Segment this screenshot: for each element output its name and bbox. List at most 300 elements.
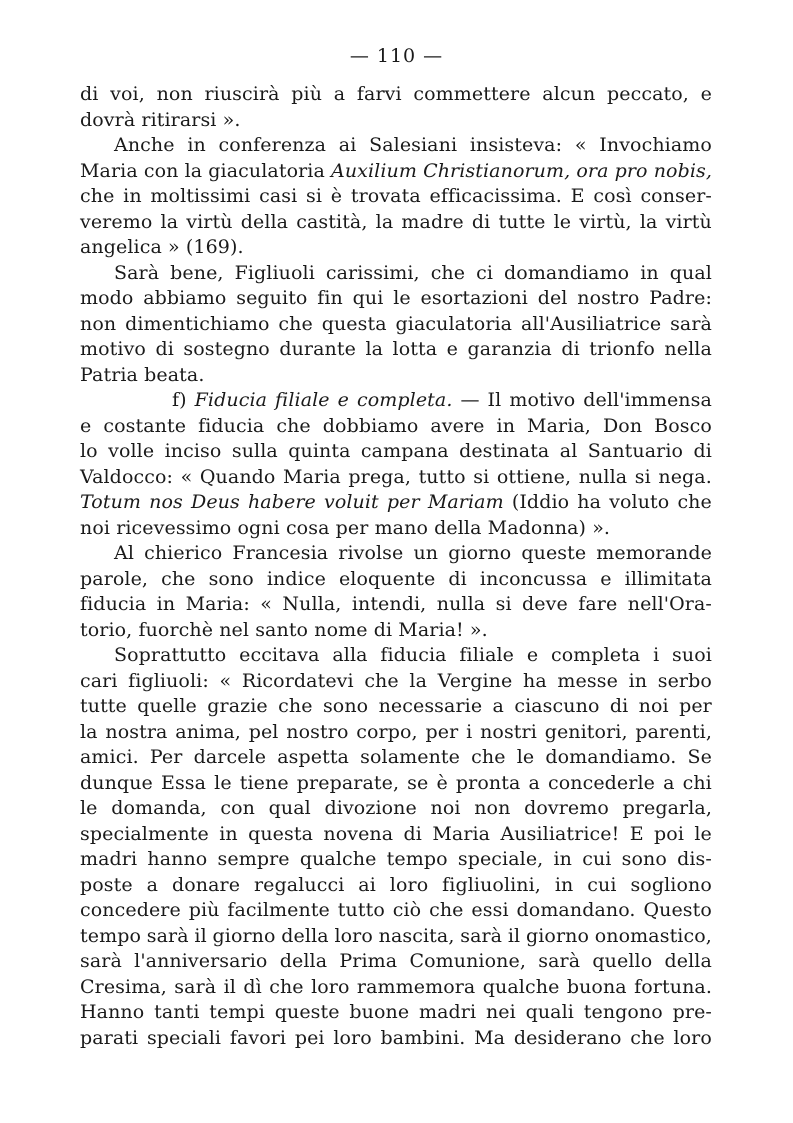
word: dunque [80,771,153,794]
word: nulla [436,593,486,615]
text-line [80,490,712,516]
word: la [409,669,427,692]
word: Essa [160,771,207,794]
word: tiene [239,771,289,794]
word: della [279,950,328,972]
word: sarà [80,950,122,972]
word: voi, [110,83,145,105]
word: il [194,924,207,947]
word: nascita, [378,924,455,947]
word: filiale [275,389,330,411]
word: i [653,644,660,666]
word: domandiamo [504,261,630,284]
word: ciascuno [514,695,600,717]
word: di [80,83,99,105]
word: efficacissima. [429,185,562,207]
word: Soprattutto [114,644,227,666]
word: sogliono [630,873,712,896]
word: giorno [525,924,590,947]
word: sarà [174,975,217,998]
word: donare [171,873,241,896]
word: cari [80,669,118,692]
word: queste [274,1001,340,1023]
word: Al [114,542,134,564]
word: bene, [170,261,224,284]
word: esortazioni [420,287,528,309]
word: Comunione, [409,950,526,972]
word: qualche [482,975,560,998]
word: giorno [212,924,276,947]
word: pel [248,720,279,743]
word: genitori, [544,720,628,743]
word: Prima [339,950,398,972]
word: qual [268,797,311,819]
word: virtù [665,210,712,233]
word: ottiene, [496,465,572,488]
word: Ausiliatrice! [500,822,620,845]
word: le [393,287,411,309]
word: di [561,338,580,360]
word: è [330,185,343,207]
word: buona [566,975,627,998]
word: dimentichiamo [125,312,270,335]
word: Deus [190,491,240,513]
line-text: torio, fuorchè nel santo nome di Maria! ». [80,618,488,641]
word: ciò [392,899,422,921]
word: seguito [236,287,308,309]
word: per [679,695,712,717]
word: aspetta [277,746,349,768]
word: Sarà [114,261,160,284]
word: loro [389,873,429,896]
word: di [403,822,422,845]
text-line [80,235,712,261]
word: tempo [80,924,141,947]
word: onomastico, [594,924,712,947]
word: sono [322,695,369,717]
word: Auxilium [331,159,417,182]
word: le [516,746,535,768]
word: di [155,338,174,360]
word: in [496,414,516,437]
text-line [80,618,712,644]
word: noi [638,695,669,717]
line-text: Patria beata. [80,363,205,386]
word: la [160,210,179,233]
word: Mariam [427,491,504,513]
word: sarà [538,950,581,972]
word: Maria [283,465,341,488]
word: Quando [199,465,276,488]
text-line [80,669,712,695]
word: che [161,567,196,590]
word: Santuario [587,440,684,462]
word: di [609,695,629,717]
word: la [184,159,203,182]
word: dis- [677,848,712,870]
word: Totum [80,491,142,513]
word: lo [80,440,98,462]
word: le [553,210,572,233]
word: tengono [583,1001,663,1023]
word: che [269,975,304,998]
word: sostegno [183,338,270,360]
word: trovata [350,185,421,207]
word: buone [349,1001,410,1023]
word: ai [338,134,357,156]
word: sempre [217,848,290,870]
word: Valdocco: [80,465,174,488]
text-line [80,516,712,542]
word: non [474,797,511,819]
text-line [80,745,712,771]
word: Padre: [649,287,712,309]
word: inciso [164,440,222,462]
word: nostri [480,720,537,743]
word: se [407,771,429,794]
word: Maria: [185,593,250,615]
word: dì [243,975,262,998]
word: pregarla, [622,797,712,819]
word: voluto [609,491,670,513]
word: Hanno [80,1001,145,1023]
word: in [123,185,142,207]
text-line [80,898,712,924]
text-line [80,873,712,899]
text-line [80,694,712,720]
word: nell'Ora- [627,593,712,615]
word: nos [149,491,183,513]
word: la [375,210,394,233]
text-line [80,822,712,848]
text-line [80,541,712,567]
word: giorno [448,542,512,564]
word: la [80,720,98,743]
word: dell'immensa [583,389,712,411]
word: riuscirà [204,83,280,105]
word: motivo [80,338,146,360]
word: loro [333,1026,372,1049]
word: cui [582,848,612,870]
word: alcun [542,83,596,105]
text-line [80,82,712,108]
word: all'Ausiliatrice [520,312,662,335]
word: e [80,414,92,437]
word: volle [108,440,155,462]
word: fiducia [80,593,147,615]
word: parati [80,1026,139,1049]
word: grazie [207,695,268,717]
word: un [413,542,439,564]
word: che [430,261,466,284]
word: completa. [356,389,453,411]
word: motivo [509,389,576,411]
word: speciale, [457,848,544,870]
word: che [677,491,712,513]
word: f) [172,389,187,411]
word: fiducia [380,644,447,666]
word: « [260,593,273,615]
word: illimitata [624,567,712,590]
word: Figliuoli [234,261,315,284]
word: nostro [577,287,640,309]
word: fiducia [198,414,265,437]
word: loro [673,1026,712,1049]
word: in [628,669,648,692]
word: che [471,746,506,768]
word: hanno [147,848,208,870]
word: di [448,567,467,590]
word: Il [487,389,502,411]
word: tempi [209,1001,265,1023]
word: il [507,924,521,947]
word: che [630,1026,665,1049]
text-line [80,108,712,134]
word: destinata [459,440,550,462]
word: lotta [392,338,438,360]
word: nostra [105,720,168,743]
word: qui [352,287,384,309]
word: preparate, [296,771,400,794]
text-line [80,949,712,975]
word: cui [587,873,617,896]
text-line [80,643,712,669]
word: nega. [658,465,712,488]
word: Vergine [437,669,513,692]
word: E [570,185,585,207]
word: tutto [418,465,466,488]
word: sono [621,848,667,870]
word: loro [334,924,373,947]
text-line [80,184,712,210]
word: virtù, [579,210,632,233]
word: tutto [337,899,385,921]
word: che [429,899,464,921]
word: abbiamo [143,287,227,309]
line-text: angelica » (169). [80,236,244,258]
word: prega, [348,465,411,488]
text-line [80,337,712,363]
word: che [276,414,311,437]
word: Questo [643,899,712,921]
word: facilmente [227,899,330,921]
word: suoi [672,644,712,666]
word: che [278,312,313,335]
word: Christianorum, [423,159,571,182]
word: garanzia [467,338,552,360]
word: chierico [144,542,223,564]
word: corpo, [356,720,418,743]
word: castità, [296,210,368,233]
word: a [146,873,159,896]
text-line [80,720,712,746]
word: chi [682,771,712,794]
word: trionfo [589,338,655,360]
word: in [187,134,206,156]
word: — [460,389,480,411]
word: e [600,567,612,590]
word: campana [360,440,449,462]
word: questa [321,312,387,335]
word: si [495,593,512,615]
word: Nulla, [282,593,342,615]
word: a [492,695,504,717]
word: di [693,440,712,462]
word: nulla [578,465,628,488]
text-line [80,286,712,312]
word: per [425,720,459,743]
word: nostro [286,720,349,743]
word: rammemora [356,975,476,998]
word: in [554,873,574,896]
word: più [291,83,323,105]
word: nei [485,1001,516,1023]
word: dobbiamo [322,414,419,437]
word: Francesia [232,542,329,564]
word: quali [525,1001,574,1023]
word: con [220,797,255,819]
word: casi [259,185,298,207]
word: farvi [356,83,402,105]
word: pei [294,1026,325,1049]
word: sono [208,567,254,590]
word: essi [471,899,509,921]
word: tutte [80,695,127,717]
text-line [80,567,712,593]
word: fortuna. [634,975,712,998]
word: « [180,465,193,488]
word: per [386,491,420,513]
word: le [214,771,232,794]
word: fare [578,593,618,615]
word: habere [247,491,316,513]
word: messe [557,669,618,692]
word: Maria, [527,414,591,437]
word: questa [248,822,314,845]
body-text [80,82,712,1051]
text-line [80,133,712,159]
word: noi [430,797,461,819]
text-line [80,592,712,618]
word: desiderano [513,1026,622,1049]
word: anima, [175,720,241,743]
word: regalucci [253,873,345,896]
line-text: noi ricevessimo ogni cosa per mano della Madonna) ». [80,516,611,539]
text-line [80,210,712,236]
word: a [528,771,540,794]
word: Ma [474,1026,506,1049]
word: queste [521,542,587,564]
text-line [80,771,712,797]
word: di [471,210,491,233]
word: filiale [459,644,515,666]
word: giaculatoria [208,159,325,182]
word: ha [523,669,547,692]
word: sulla [231,440,278,462]
word: Maria [80,159,138,182]
word: al [559,440,578,462]
word: fin [317,287,343,309]
word: madri [418,1001,477,1023]
word: veremo [80,210,153,233]
text-line [80,847,712,873]
word: tempo [386,848,448,870]
word: divozione [324,797,417,819]
word: moltissimi [150,185,251,207]
word: e [700,83,712,105]
text-line [80,975,712,1001]
word: domanda, [111,797,207,819]
word: Maria [432,822,491,845]
word: che [364,669,399,692]
word: eccitava [239,644,320,666]
word: poste [80,873,133,896]
word: giaculatoria [395,312,513,335]
word: concedere [80,899,181,921]
word: E [629,822,644,845]
word: Per [149,746,183,768]
word: tutte [498,210,546,233]
word: eloquente [338,567,436,590]
word: necessarie [378,695,483,717]
word: a [663,771,675,794]
text-line [80,465,712,491]
word: Salesiani [369,134,458,156]
word: e [526,644,539,666]
word: peccato, [607,83,689,105]
word: novena [323,822,394,845]
word: Invochiamo [599,134,712,156]
text-line [80,439,712,465]
word: e [337,389,349,411]
word: del [537,287,568,309]
word: è [436,771,448,794]
word: Se [687,746,712,768]
word: favori [229,1026,287,1049]
word: madri [80,848,138,870]
word: in [553,848,573,870]
word: specialmente [80,822,209,845]
word: i [466,720,473,743]
word: bambini. [380,1026,466,1049]
word: inconcussa [479,567,588,590]
word: quinta [288,440,351,462]
word: della [664,950,712,972]
word: deve [522,593,568,615]
line-text: dovrà ritirarsi ». [80,108,241,131]
word: e [446,338,459,360]
word: tanti [154,1001,200,1023]
word: darcele [193,746,267,768]
word: Don [602,414,643,437]
word: si [473,465,490,488]
word: nella [664,338,712,360]
word: in [640,261,659,284]
word: parenti, [635,720,712,743]
word: solamente [360,746,460,768]
word: conser- [640,185,712,207]
text-line [80,388,712,414]
word: in [219,822,238,845]
word: intendi, [351,593,427,615]
word: « [574,134,587,156]
word: pro [614,159,648,182]
word: le [80,797,98,819]
word: virtù [186,210,233,233]
word: non [80,312,117,335]
word: « [219,669,232,692]
word: la [365,338,384,360]
